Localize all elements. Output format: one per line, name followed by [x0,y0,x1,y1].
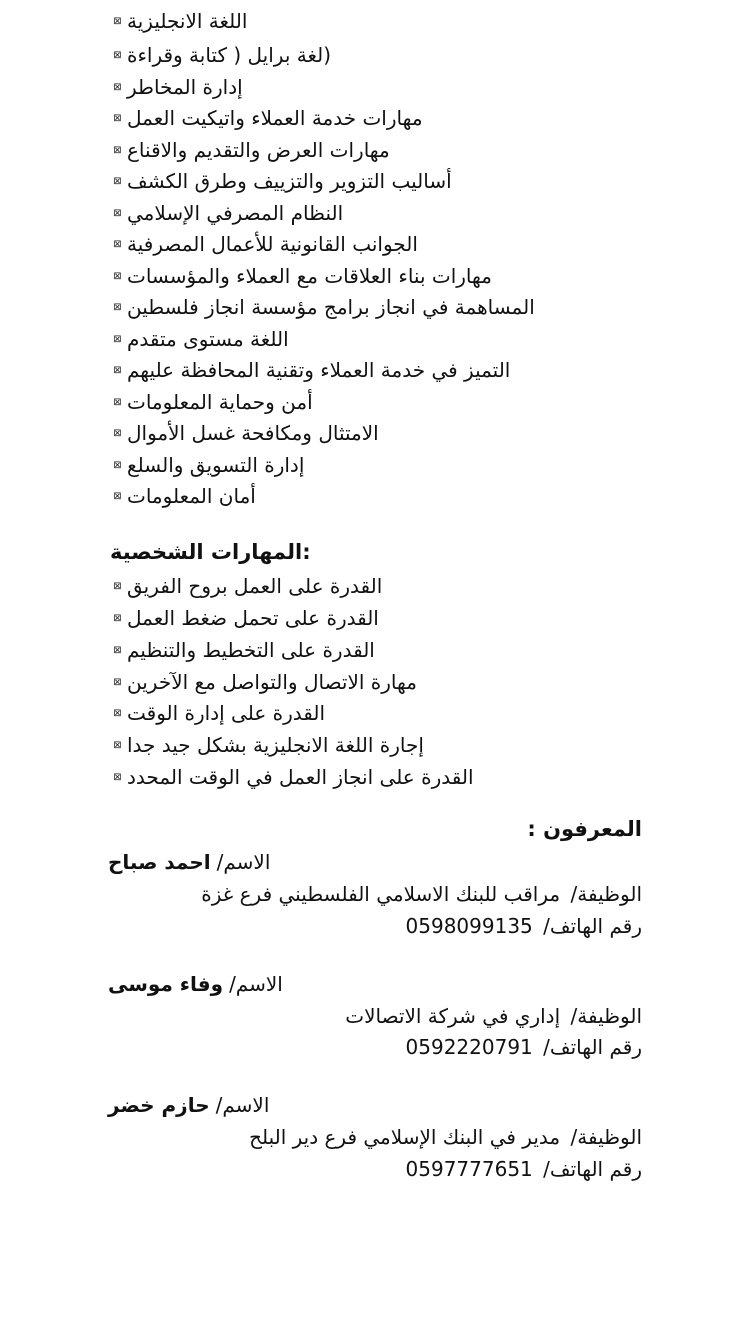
checkbox-bullet-icon: ⊠ [113,580,122,592]
list-item: ⊠ أساليب التزوير والتزييف وطرق الكشف [113,169,452,193]
list-item: ⊠ أمن وحماية المعلومات [113,390,313,414]
reference-job [201,882,642,906]
name-label: الاسم/ [216,850,271,874]
checkbox-bullet-icon: ⊠ [113,490,122,502]
name-label: الاسم/ [229,972,283,996]
list-item: ⊠ إدارة المخاطر [113,75,243,99]
name-value: احمد صباح [108,850,211,874]
job-label: الوظيفة/ [570,1004,642,1028]
reference-job [249,1125,642,1149]
job-value: مراقب للبنك الاسلامي الفلسطيني فرع غزة [201,882,561,906]
list-item: ⊠ القدرة على تحمل ضغط العمل [113,606,379,630]
list-item: ⊠ القدرة على انجاز العمل في الوقت المحدد [113,765,474,789]
checkbox-bullet-icon: ⊠ [113,333,122,345]
checkbox-bullet-icon: ⊠ [113,112,122,124]
list-item: ⊠ النظام المصرفي الإسلامي [113,201,344,225]
list-item: ⊠ إجارة اللغة الانجليزية بشكل جيد جدا [113,733,424,757]
checkbox-bullet-icon: ⊠ [113,459,122,471]
list-item: ⊠ مهارات العرض والتقديم والاقناع [113,138,390,162]
list-item: ⊠ إدارة التسويق والسلع [113,453,305,477]
checkbox-bullet-icon: ⊠ [113,396,122,408]
checkbox-bullet-icon: ⊠ [113,644,122,656]
reference-phone [406,1157,642,1181]
reference-phone [406,1035,642,1059]
phone-value: 0597777651 [405,1157,533,1181]
checkbox-bullet-icon: ⊠ [113,175,122,187]
list-item: ⊠ مهارات خدمة العملاء واتيكيت العمل [113,106,423,130]
list-item: ⊠ (لغة برايل ( كتابة وقراءة [113,43,332,67]
list-item: ⊠ اللغة الانجليزية [113,9,248,33]
job-label: الوظيفة/ [570,1125,642,1149]
name-label: الاسم/ [215,1093,270,1117]
checkbox-bullet-icon: ⊠ [113,207,122,219]
checkbox-bullet-icon: ⊠ [113,427,122,439]
checkbox-bullet-icon: ⊠ [113,676,122,688]
checkbox-bullet-icon: ⊠ [113,144,122,156]
list-item: ⊠ الجوانب القانونية للأعمال المصرفية [113,232,418,256]
list-item: ⊠ القدرة على إدارة الوقت [113,701,326,725]
checkbox-bullet-icon: ⊠ [113,707,122,719]
checkbox-bullet-icon: ⊠ [113,238,122,250]
name-value: وفاء موسى [108,972,224,996]
reference-name [108,972,283,996]
list-item: ⊠ القدرة على التخطيط والتنظيم [113,638,375,662]
list-item: ⊠ أمان المعلومات [113,484,256,508]
reference-phone [406,914,642,938]
checkbox-bullet-icon: ⊠ [113,15,122,27]
personal-skills-heading: :المهارات الشخصية [110,540,311,564]
list-item: ⊠ اللغة مستوى متقدم [113,327,289,351]
job-value: إداري في شركة الاتصالات [345,1004,561,1028]
list-item: ⊠ الامتثال ومكافحة غسل الأموال [113,421,379,445]
phone-label: رقم الهاتف/ [543,1157,642,1181]
checkbox-bullet-icon: ⊠ [113,81,122,93]
checkbox-bullet-icon: ⊠ [113,739,122,751]
phone-label: رقم الهاتف/ [543,1035,642,1059]
checkbox-bullet-icon: ⊠ [113,301,122,313]
list-item: ⊠ مهارات بناء العلاقات مع العملاء والمؤسسات [113,264,492,288]
checkbox-bullet-icon: ⊠ [113,364,122,376]
checkbox-bullet-icon: ⊠ [113,771,122,783]
list-item: ⊠ التميز في خدمة العملاء وتقنية المحافظة عليهم [113,358,511,382]
list-item: ⊠ مهارة الاتصال والتواصل مع الآخرين [113,670,417,694]
job-value: مدير في البنك الإسلامي فرع دير البلح [249,1125,561,1149]
phone-value: 0592220791 [405,1035,533,1059]
reference-name [108,850,270,874]
name-value: حازم خضر [108,1093,210,1117]
reference-name [108,1093,269,1117]
checkbox-bullet-icon: ⊠ [113,49,122,61]
list-item: ⊠ المساهمة في انجاز برامج مؤسسة انجاز فلسطين [113,295,535,319]
references-heading: المعرفون : [527,817,642,841]
reference-job [345,1004,642,1028]
checkbox-bullet-icon: ⊠ [113,270,122,282]
list-item: ⊠ القدرة على العمل بروح الفريق [113,574,383,598]
job-label: الوظيفة/ [570,882,642,906]
checkbox-bullet-icon: ⊠ [113,612,122,624]
phone-label: رقم الهاتف/ [543,914,642,938]
phone-value: 0598099135 [405,914,533,938]
